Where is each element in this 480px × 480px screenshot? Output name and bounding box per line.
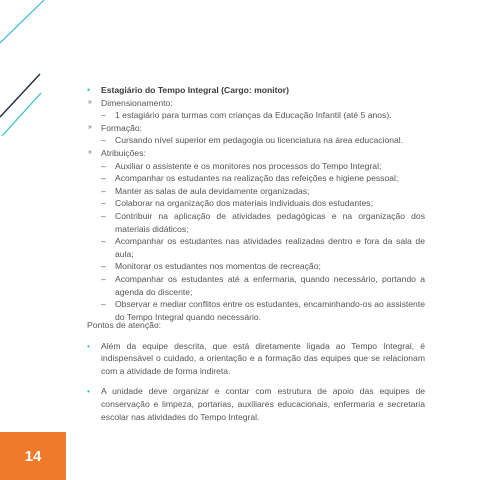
list-item: – Acompanhar os estudantes na realização das refeições e higiene pessoal; <box>101 173 399 184</box>
list-item: – Cursando nível superior em pedagogia ou licenciatura na área educacional. <box>101 135 404 146</box>
bullet-arrow-icon: » <box>88 123 92 131</box>
dash-icon: – <box>101 273 106 284</box>
group-heading <box>87 147 425 160</box>
list-item: – Monitorar os estudantes nos momentos de recreação; <box>101 261 321 272</box>
list-item: – Colaborar na organização dos materiais individuais dos estudantes; <box>101 198 373 209</box>
list-item: – Acompanhar os estudantes nas atividades realizadas dentro e fora da sala de aula; <box>101 236 425 259</box>
role-heading <box>87 84 425 97</box>
list-item: – Acompanhar os estudantes até a enfermaria, quando necessário, portando a agenda do discente; <box>101 273 425 297</box>
dash-icon: – <box>101 210 106 221</box>
dash-icon: – <box>101 135 106 146</box>
group-heading <box>87 122 425 135</box>
dash-icon: – <box>101 173 106 184</box>
bullet-dot-icon: • <box>87 386 91 397</box>
notes-title: Pontos de atenção: <box>87 320 162 330</box>
group-label: Dimensionamento: <box>101 97 173 108</box>
dash-icon: – <box>101 160 106 171</box>
list-item: – Manter as salas de aula devidamente organizadas; <box>101 185 310 196</box>
list-item: – Observar e mediar conflitos entre os estudantes, encaminhando-os ao assistente do Tempo Integral quando necessário. <box>101 299 425 322</box>
left-dark-line <box>0 74 40 117</box>
dash-icon: – <box>101 110 106 121</box>
bullet-dot-icon: • <box>87 85 91 95</box>
note-item: • Além da equipe descrita, que está diretamente ligada ao Tempo Integral, é indispensável o cuidado, a orientação e a formação das equipes que se relacionam com a atividade de forma indireta. <box>87 340 425 376</box>
list-item: – Contribuir na aplicação de atividades pedagógicas e na organização dos materiais didáticos; <box>101 210 425 234</box>
bullet-dot-icon: • <box>87 340 91 351</box>
list-item: – 1 estagiário para turmas com crianças da Educação Infantil (até 5 anos). <box>101 110 392 121</box>
dash-icon: – <box>101 236 106 247</box>
dash-icon: – <box>101 299 106 310</box>
top-accent-line <box>0 0 44 43</box>
left-accent-line <box>2 93 41 136</box>
page-number-badge: 14 <box>0 432 66 480</box>
role-section <box>87 84 425 323</box>
role-title: Estagiário do Tempo Integral (Cargo: monitor) <box>101 85 289 95</box>
attention-notes <box>87 319 425 423</box>
dash-icon: – <box>101 198 106 209</box>
dash-icon: – <box>101 261 106 272</box>
group-heading <box>87 97 425 110</box>
bullet-arrow-icon: » <box>88 98 92 106</box>
group-label: Formação: <box>101 122 143 133</box>
list-item: – Auxiliar o assistente e os monitores nos processos do Tempo Integral; <box>101 160 382 171</box>
group-label: Atribuições: <box>101 147 146 158</box>
note-item: • A unidade deve organizar e contar com estrutura de apoio das equipes de conservação e limpeza, portarias, auxiliares educacionais, enfermaria e secretaria escolar nas atividades do Tempo Integral. <box>87 386 425 422</box>
bullet-arrow-icon: » <box>88 148 92 156</box>
dash-icon: – <box>101 185 106 196</box>
